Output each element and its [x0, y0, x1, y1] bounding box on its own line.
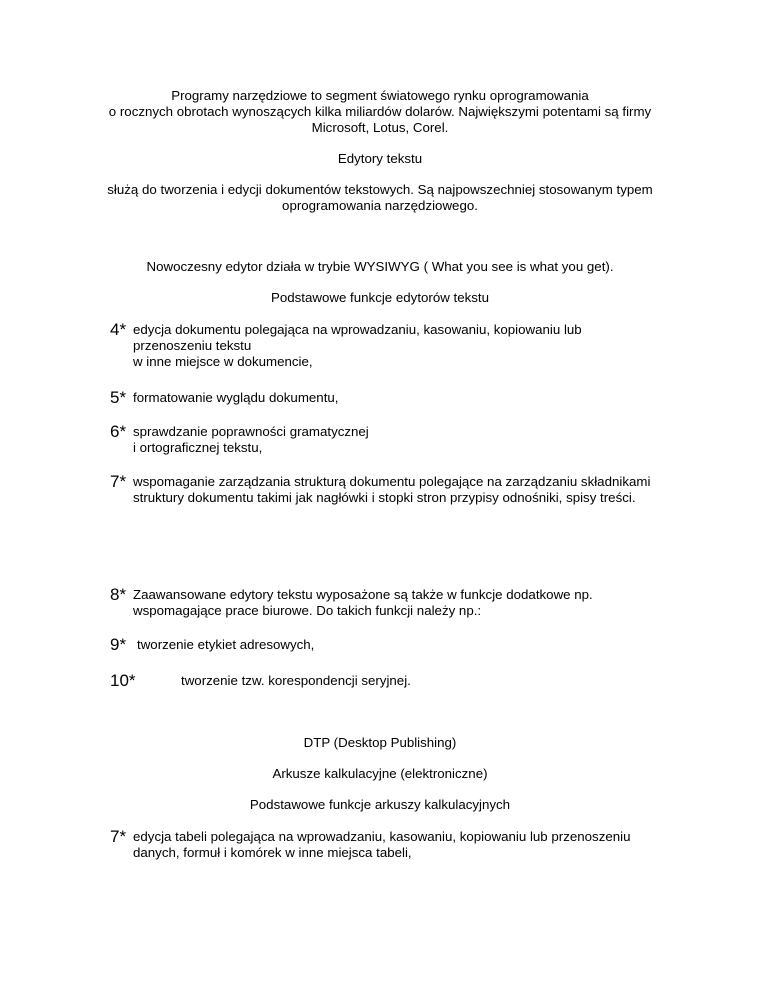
heading-spreadsheet-functions: Podstawowe funkcje arkuszy kalkulacyjnych	[249, 797, 511, 812]
wysiwyg-paragraph: Nowoczesny edytor działa w trybie WYSIWYG ( What you see is what you get).	[146, 259, 614, 274]
list-item-text: tworzenie tzw. korespondencji seryjnej.	[181, 673, 411, 688]
heading-text-editors: Edytory tekstu	[337, 151, 423, 166]
list-item-text: sprawdzanie poprawności gramatycznej i ortograficznej tekstu,	[133, 424, 369, 455]
intro-line: Programy narzędziowe to segment światowego rynku oprogramowania	[171, 88, 589, 103]
intro-line: Microsoft, Lotus, Corel.	[311, 120, 449, 135]
list-marker: 5*	[110, 388, 127, 407]
list-item-text: edycja tabeli polegająca na wprowadzaniu, kasowaniu, kopiowaniu lub przenoszeniu danych, formuł i komórek w inne miejsca tabeli,	[133, 829, 631, 860]
list-item-text: edycja dokumentu polegająca na wprowadzaniu, kasowaniu, kopiowaniu lub przenoszeniu tekstu w inne miejsce w dokumencie,	[133, 322, 582, 369]
heading-dtp: DTP (Desktop Publishing)	[303, 735, 457, 750]
list-marker: 7*	[110, 472, 127, 491]
list-item-text: formatowanie wyglądu dokumentu,	[133, 390, 339, 405]
intro-line: o rocznych obrotach wynoszących kilka miliardów dolarów. Największymi potentami są firmy	[108, 104, 652, 119]
list-item-text: Zaawansowane edytory tekstu wyposażone są także w funkcje dodatkowe np. wspomagające prace biurowe. Do takich funkcji należy np.:	[133, 587, 593, 618]
editors-description	[0, 182, 760, 214]
intro-paragraph	[0, 88, 760, 136]
list-marker: 10*	[110, 671, 136, 690]
list-marker: 6*	[110, 422, 127, 441]
list-marker: 9*	[110, 635, 127, 654]
list-item-text: wspomaganie zarządzania strukturą dokumentu polegające na zarządzaniu składnikami struktury dokumentu takimi jak nagłówki i stopki stron przypisy odnośniki, spisy treści.	[133, 474, 651, 505]
list-marker: 4*	[110, 320, 127, 339]
list-item-text: tworzenie etykiet adresowych,	[137, 637, 315, 652]
heading-spreadsheets: Arkusze kalkulacyjne (elektroniczne)	[272, 766, 488, 781]
list-marker: 7*	[110, 827, 127, 846]
description-line: oprogramowania narzędziowego.	[282, 198, 478, 213]
heading-editor-functions: Podstawowe funkcje edytorów tekstu	[270, 290, 490, 305]
list-marker: 8*	[110, 585, 127, 604]
description-line: służą do tworzenia i edycji dokumentów tekstowych. Są najpowszechniej stosowanym typem	[107, 182, 653, 197]
